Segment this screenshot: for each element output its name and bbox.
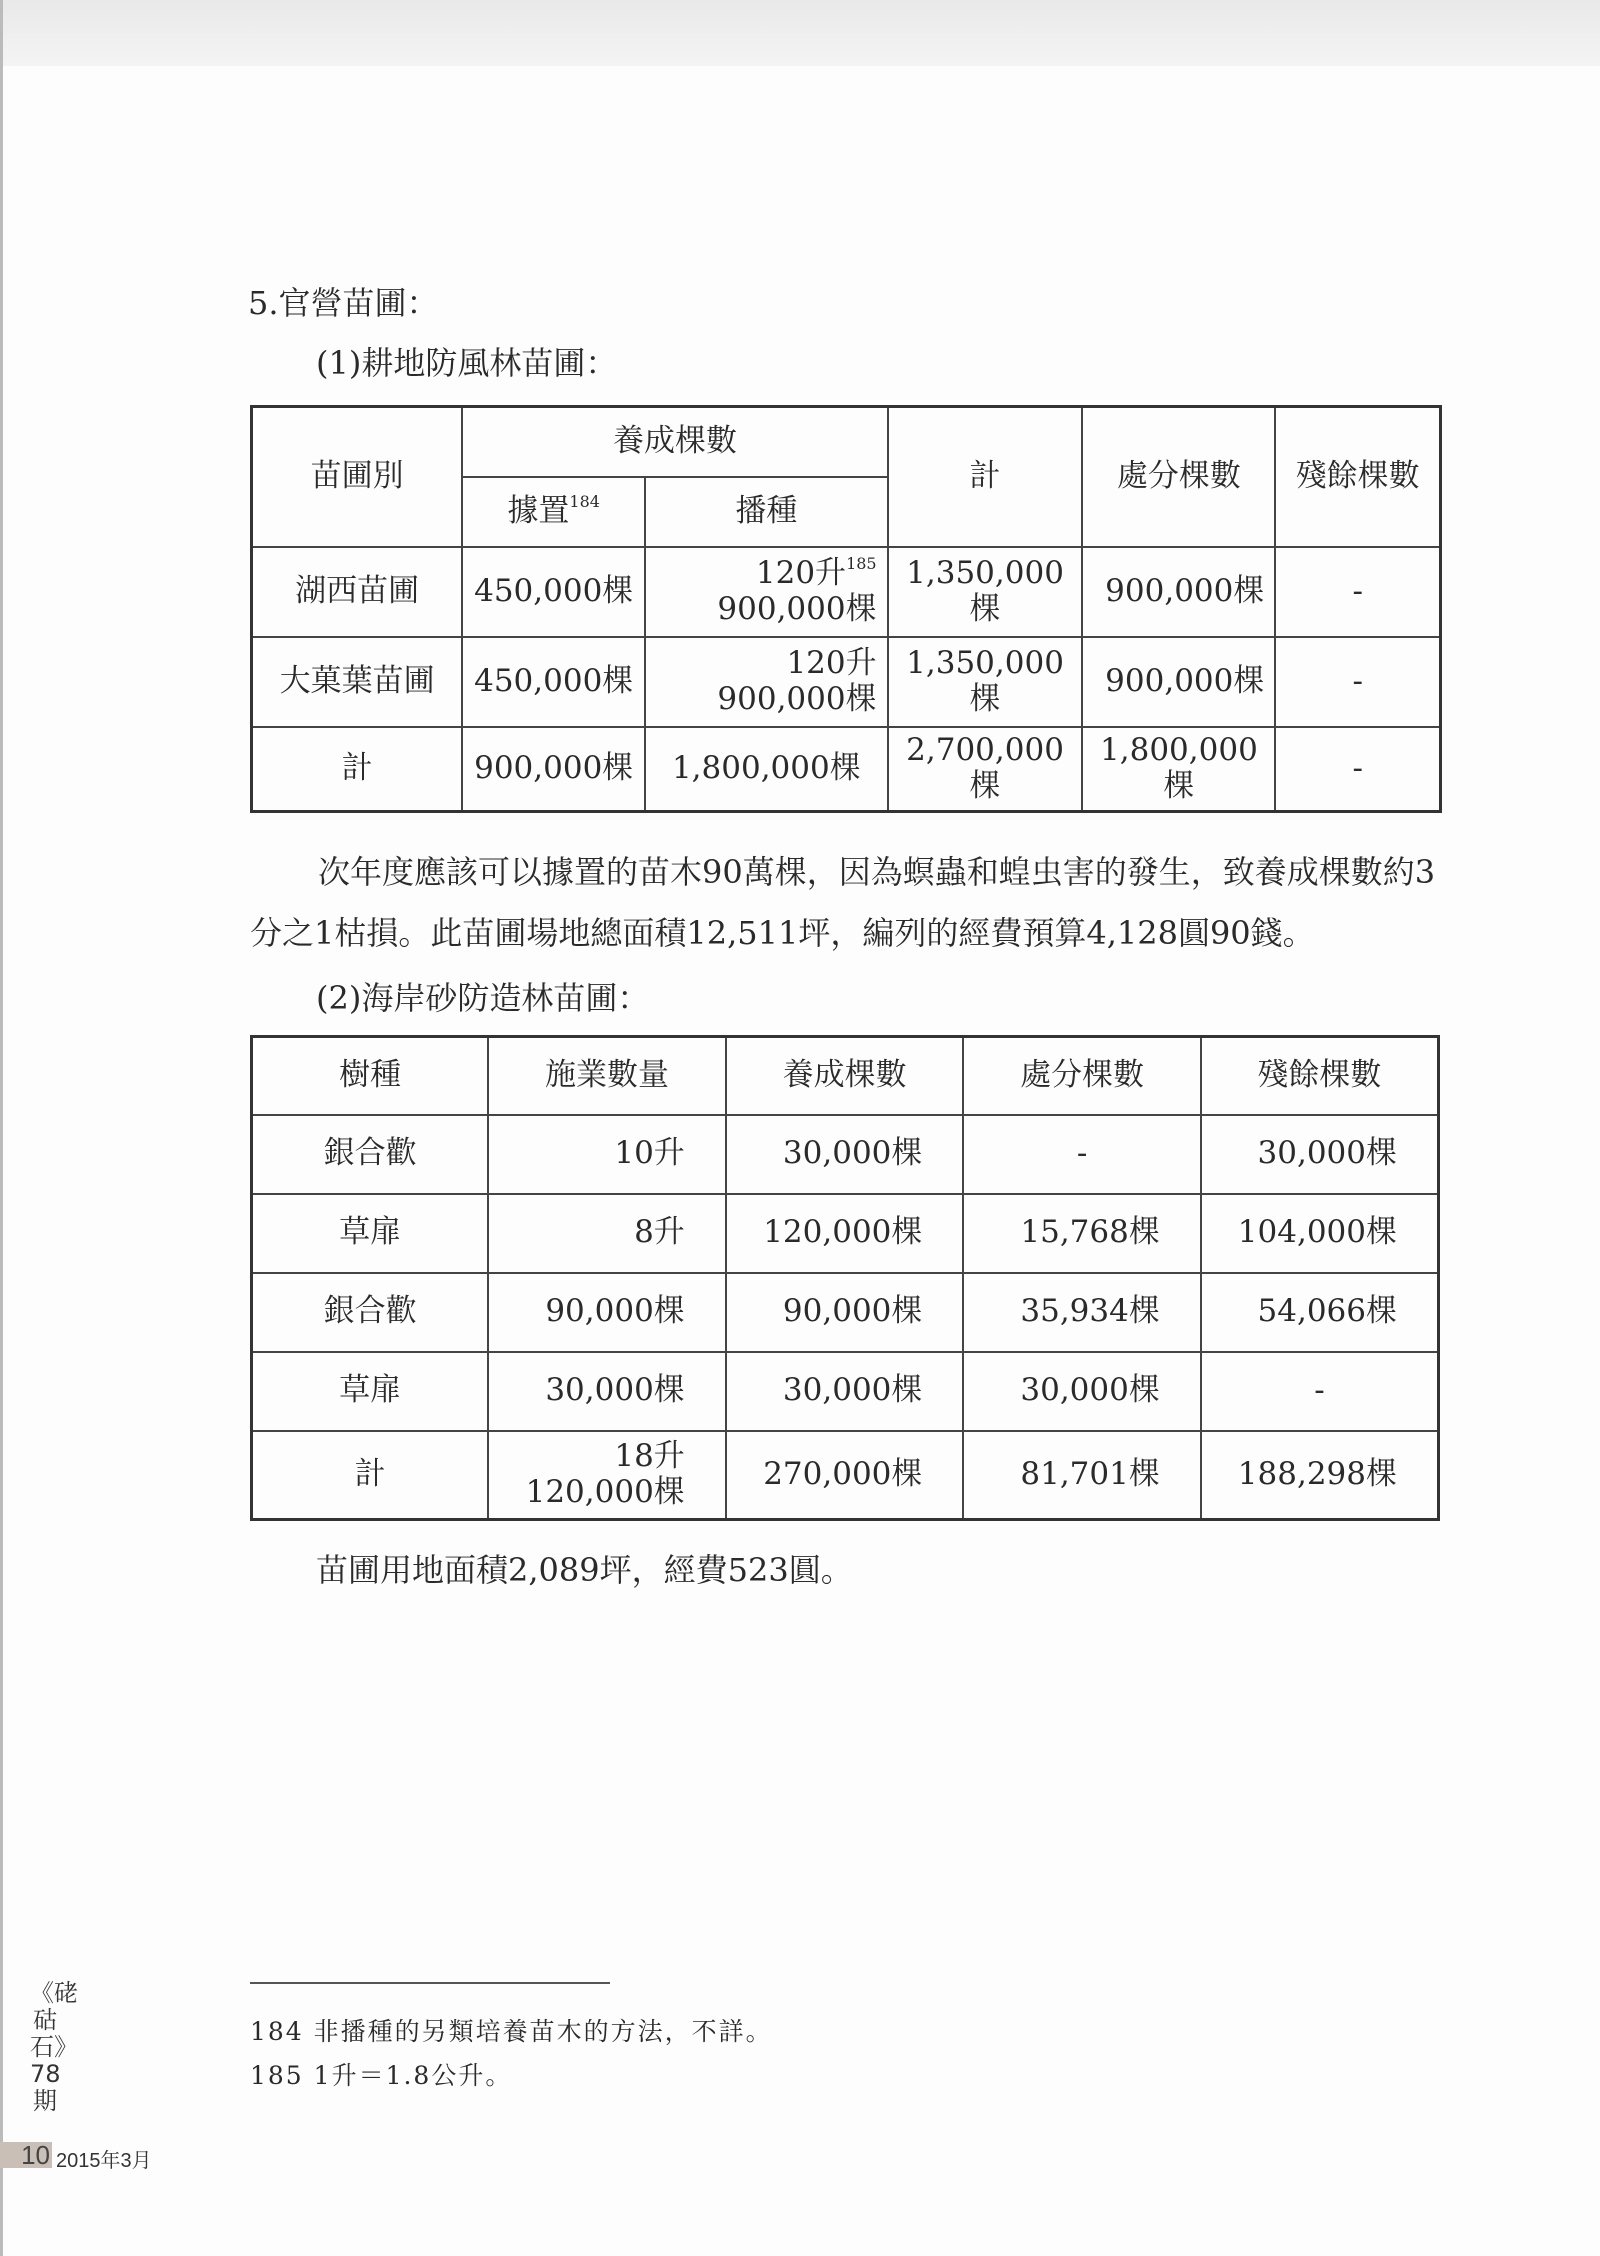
footnote-185: 185 1升＝1.8公升。	[250, 2061, 513, 2090]
header-disposed: 處分棵數	[963, 1037, 1200, 1115]
cell-raised: 30,000棵	[726, 1115, 964, 1194]
scan-top-band	[0, 0, 1600, 66]
quantity-volume: 18升	[614, 1438, 685, 1475]
cell-remaining: -	[1275, 547, 1440, 637]
footnote-184: 184 非播種的另類培養苗木的方法，不詳。	[250, 2017, 773, 2046]
cell-placement: 900,000棵	[462, 727, 645, 812]
cell-name: 大菓葉苗圃	[252, 637, 463, 727]
header-raised: 養成棵數	[726, 1037, 964, 1115]
table-row	[252, 1273, 1439, 1352]
table-total-row	[252, 727, 1441, 812]
cell-remaining: -	[1275, 727, 1440, 812]
cell-quantity: 8升	[488, 1194, 726, 1273]
cell-disposed: 35,934棵	[963, 1273, 1200, 1352]
cell-species: 草扉	[252, 1194, 489, 1273]
header-disposed: 處分棵數	[1082, 407, 1275, 547]
cell-name: 湖西苗圃	[252, 547, 463, 637]
cell-raised: 90,000棵	[726, 1273, 964, 1352]
cell-remaining: 54,066棵	[1201, 1273, 1439, 1352]
cell-total: 1,350,000棵	[888, 547, 1083, 637]
cell-placement: 450,000棵	[462, 637, 645, 727]
issue-date: 2015年3月	[56, 2150, 152, 2172]
cell-remaining: 104,000棵	[1201, 1194, 1439, 1273]
cell-remaining: -	[1201, 1352, 1439, 1431]
header-placement	[462, 477, 645, 547]
header-remaining: 殘餘棵數	[1201, 1037, 1439, 1115]
cell-raised: 30,000棵	[726, 1352, 964, 1431]
cell-disposed: 900,000棵	[1082, 547, 1275, 637]
footnote-ref: 184	[569, 492, 600, 512]
cell-disposed: -	[963, 1115, 1200, 1194]
header-species: 樹種	[252, 1037, 489, 1115]
cell-placement: 450,000棵	[462, 547, 645, 637]
footnote-ref: 185	[846, 554, 877, 574]
cell-species: 銀合歡	[252, 1273, 489, 1352]
cell-name: 計	[252, 727, 463, 812]
sub-heading-2: (2)海岸砂防造林苗圃：	[316, 979, 650, 1017]
page-number: 10	[0, 2142, 52, 2168]
table-row	[252, 1352, 1439, 1431]
header-placement-label: 據置	[507, 493, 570, 530]
header-remaining: 殘餘棵數	[1275, 407, 1440, 547]
table-header-row	[252, 1037, 1439, 1115]
table-total-row	[252, 1431, 1439, 1520]
paragraph-1: 次年度應該可以據置的苗木90萬棵，因為螟蟲和蝗虫害的發生，致養成棵數約3分之1枯損。此苗圃場地總面積12,511坪，編列的經費預算4,128圓90錢。	[250, 853, 1436, 952]
windbreak-nursery-table	[250, 405, 1442, 813]
section-heading: 5.官營苗圃：	[248, 284, 439, 322]
cell-raised: 120,000棵	[726, 1194, 964, 1273]
sub-heading-1: (1)耕地防風林苗圃：	[316, 344, 618, 382]
journal-title-vertical: 《硓𥑮石》78期	[30, 1979, 78, 2115]
table-row	[252, 1194, 1439, 1273]
sowing-count: 900,000棵	[717, 680, 877, 717]
cell-species: 計	[252, 1431, 489, 1520]
cell-total: 1,350,000棵	[888, 637, 1083, 727]
cell-total: 2,700,000棵	[888, 727, 1083, 812]
cell-remaining: 188,298棵	[1201, 1431, 1439, 1520]
header-sowing: 播種	[645, 477, 888, 547]
header-quantity: 施業數量	[488, 1037, 726, 1115]
header-nursery: 苗圃別	[252, 407, 463, 547]
footnote-divider	[250, 1982, 610, 1984]
cell-disposed: 900,000棵	[1082, 637, 1275, 727]
header-raised: 養成棵數	[462, 407, 887, 477]
header-total: 計	[888, 407, 1083, 547]
cell-quantity: 10升	[488, 1115, 726, 1194]
table-row	[252, 637, 1441, 727]
cell-species: 銀合歡	[252, 1115, 489, 1194]
cell-sowing	[645, 637, 888, 727]
cell-quantity: 90,000棵	[488, 1273, 726, 1352]
cell-remaining: 30,000棵	[1201, 1115, 1439, 1194]
cell-disposed: 1,800,000棵	[1082, 727, 1275, 812]
sowing-volume: 120升	[786, 644, 877, 681]
cell-remaining: -	[1275, 637, 1440, 727]
sowing-volume: 120升	[755, 555, 847, 592]
cell-raised: 270,000棵	[726, 1431, 964, 1520]
table-row	[252, 1115, 1439, 1194]
cell-disposed: 81,701棵	[963, 1431, 1200, 1520]
cell-sowing: 1,800,000棵	[645, 727, 888, 812]
quantity-count: 120,000棵	[525, 1473, 685, 1510]
paragraph-2: 苗圃用地面積2,089坪，經費523圓。	[316, 1551, 853, 1589]
page-edge	[0, 0, 3, 2256]
table-row	[252, 547, 1441, 637]
cell-species: 草扉	[252, 1352, 489, 1431]
coastal-nursery-table	[250, 1035, 1440, 1521]
cell-disposed: 15,768棵	[963, 1194, 1200, 1273]
sowing-count: 900,000棵	[717, 591, 877, 627]
cell-disposed: 30,000棵	[963, 1352, 1200, 1431]
cell-quantity	[488, 1431, 726, 1520]
cell-quantity: 30,000棵	[488, 1352, 726, 1431]
cell-sowing	[645, 547, 888, 637]
